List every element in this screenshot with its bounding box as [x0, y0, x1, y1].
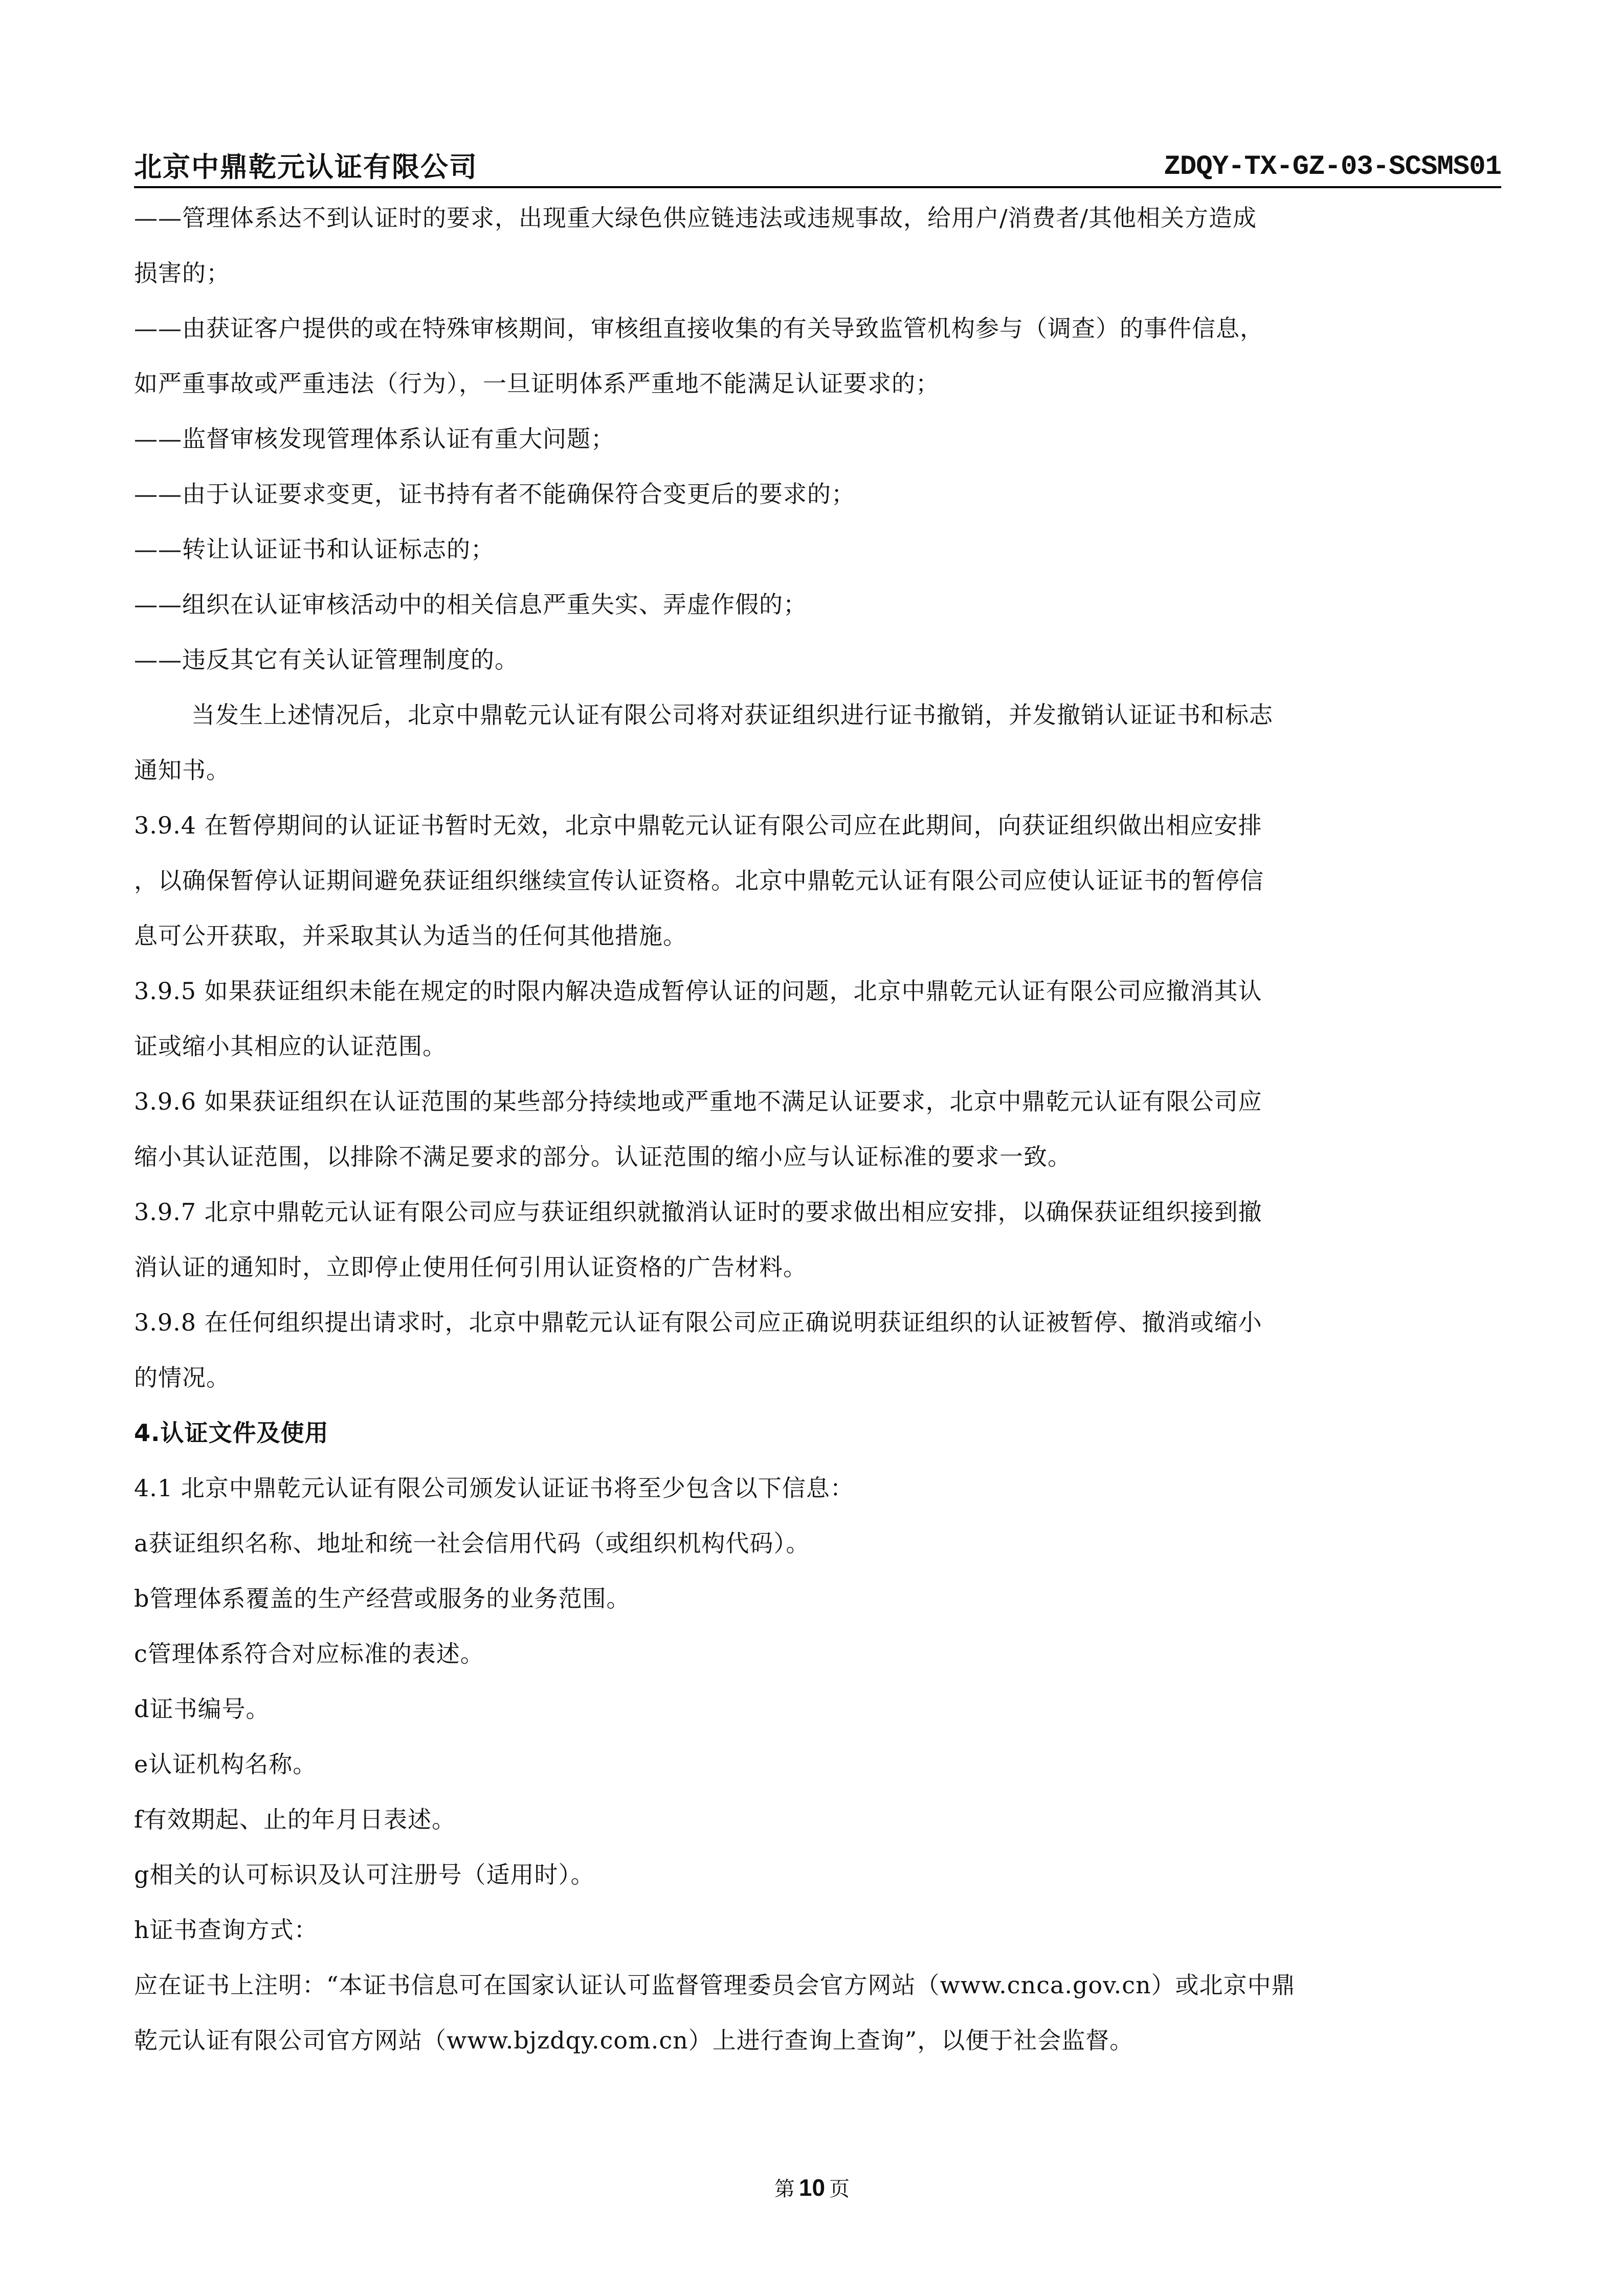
body-line: ，以确保暂停认证期间避免获证组织继续宣传认证资格。北京中鼎乾元认证有限公司应使认证证书的暂停信 [134, 867, 1264, 894]
body-line: 消认证的通知时，立即停止使用任何引用认证资格的广告材料。 [134, 1253, 807, 1281]
header-divider [134, 186, 1501, 188]
body-line: ——由获证客户提供的或在特殊审核期间，审核组直接收集的有关导致监管机构参与（调查）的事件信息， [134, 314, 1264, 342]
body-line: 证或缩小其相应的认证范围。 [134, 1032, 447, 1060]
list-item-g: g相关的认可标识及认可注册号（适用时）。 [134, 1861, 595, 1888]
list-item-d: d证书编号。 [134, 1695, 270, 1723]
body-line: ——违反其它有关认证管理制度的。 [134, 646, 519, 673]
page-header [134, 139, 1501, 185]
body-line: 通知书。 [134, 756, 230, 784]
page-number-prefix: 第 [774, 2178, 795, 2200]
clause-3-9-4: 3.9.4 在暂停期间的认证证书暂时无效，北京中鼎乾元认证有限公司应在此期间，向获证组织做出相应安排 [134, 812, 1262, 839]
clause-3-9-5: 3.9.5 如果获证组织未能在规定的时限内解决造成暂停认证的问题，北京中鼎乾元认证有限公司应撤消其认 [134, 977, 1262, 1005]
page-footer [0, 2172, 1624, 2204]
list-item-f: f有效期起、止的年月日表述。 [134, 1806, 456, 1833]
clause-3-9-7: 3.9.7 北京中鼎乾元认证有限公司应与获证组织就撤消认证时的要求做出相应安排，以确保获证组织接到撤 [134, 1198, 1262, 1226]
body-line: 如严重事故或严重违法（行为），一旦证明体系严重地不能满足认证要求的； [134, 370, 940, 397]
header-document-code: ZDQY-TX-GZ-03-SCSMS01 [1164, 151, 1501, 183]
section-heading: 4.认证文件及使用 [134, 1419, 329, 1447]
body-line: ——组织在认证审核活动中的相关信息严重失实、弄虚作假的； [134, 591, 807, 618]
body-line: 息可公开获取，并采取其认为适当的任何其他措施。 [134, 922, 687, 950]
header-company-name: 北京中鼎乾元认证有限公司 [134, 151, 478, 183]
body-line: ——管理体系达不到认证时的要求，出现重大绿色供应链违法或违规事故，给用户/消费者/其他相关方造成 [134, 204, 1257, 232]
list-item-a: a获证组织名称、地址和统一社会信用代码（或组织机构代码）。 [134, 1529, 810, 1557]
body-line: 乾元认证有限公司官方网站（www.bjzdqy.com.cn）上进行查询上查询”，以便于社会监督。 [134, 2027, 1134, 2054]
body-line: 应在证书上注明：“本证书信息可在国家认证认可监督管理委员会官方网站（www.cnca.gov.cn）或北京中鼎 [134, 1971, 1296, 1999]
list-item-e: e认证机构名称。 [134, 1750, 317, 1778]
list-item-h: h证书查询方式： [134, 1916, 318, 1944]
body-line: ——转让认证证书和认证标志的； [134, 535, 495, 563]
clause-3-9-8: 3.9.8 在任何组织提出请求时，北京中鼎乾元认证有限公司应正确说明获证组织的认证被暂停、撤消或缩小 [134, 1309, 1262, 1336]
clause-3-9-6: 3.9.6 如果获证组织在认证范围的某些部分持续地或严重地不满足认证要求，北京中鼎乾元认证有限公司应 [134, 1088, 1262, 1115]
body-line: ——监督审核发现管理体系认证有重大问题； [134, 425, 615, 453]
clause-4-1: 4.1 北京中鼎乾元认证有限公司颁发认证证书将至少包含以下信息： [134, 1474, 854, 1502]
body-line: 损害的； [134, 259, 230, 287]
body-line: 的情况。 [134, 1364, 230, 1391]
body-line: ——由于认证要求变更，证书持有者不能确保符合变更后的要求的； [134, 480, 855, 508]
page-number: 10 [798, 2174, 826, 2201]
body-line: 缩小其认证范围，以排除不满足要求的部分。认证范围的缩小应与认证标准的要求一致。 [134, 1143, 1072, 1170]
page-number-suffix: 页 [829, 2178, 850, 2200]
document-body [134, 190, 1505, 2068]
list-item-c: c管理体系符合对应标准的表述。 [134, 1640, 484, 1668]
list-item-b: b管理体系覆盖的生产经营或服务的业务范围。 [134, 1585, 631, 1612]
body-line: 当发生上述情况后，北京中鼎乾元认证有限公司将对获证组织进行证书撤销，并发撤销认证证书和标志 [191, 701, 1273, 729]
